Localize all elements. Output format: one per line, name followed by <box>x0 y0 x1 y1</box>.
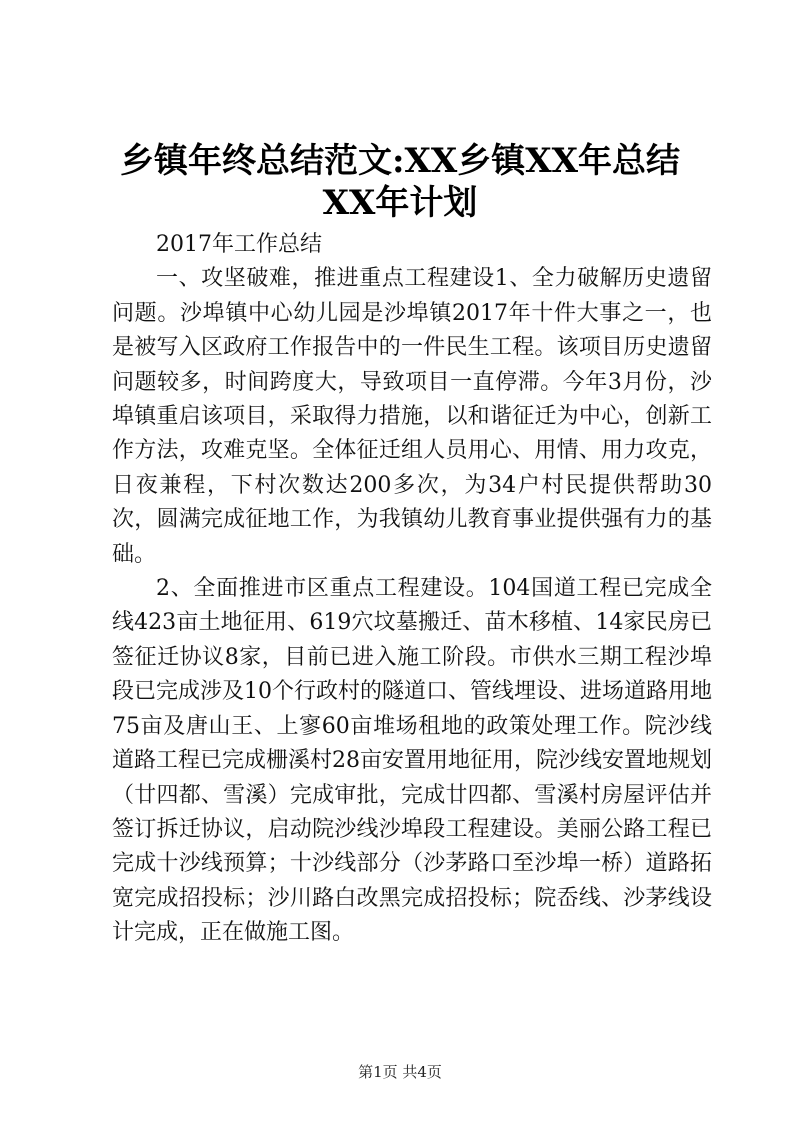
paragraph-item-2: 2、全面推进市区重点工程建设。104国道工程已完成全线423亩土地征用、619穴坟墓搬迁、苗木移植、14家民房已签征迁协议8家，目前已进入施工阶段。市供水三期工程沙埠段已完成涉及10个行政村的隧道口、管线埋设、进场道路用地75亩及唐山王、上寥60亩堆场租地的政策处理工作。院沙线道路工程已完成栅溪村28亩安置用地征用，院沙线安置地规划（廿四都、雪溪）完成审批，完成廿四都、雪溪村房屋评估并签订拆迁协议，启动院沙线沙埠段工程建设。美丽公路工程已完成十沙线预算；十沙线部分（沙茅路口至沙埠一桥）道路拓宽完成招投标；沙川路白改黑完成招投标；院岙线、沙茅线设计完成，正在做施工图。 <box>112 576 712 946</box>
paragraph-section-heading: 2017年工作总结 <box>156 232 322 257</box>
paragraph-item-1: 一、攻坚破难，推进重点工程建设1、全力破解历史遗留问题。沙埠镇中心幼儿园是沙埠镇2017年十件大事之一，也是被写入区政府工作报告中的一件民生工程。该项目历史遗留问题较多，时间跨度大，导致项目一直停滞。今年3月份，沙埠镇重启该项目，采取得力措施，以和谐征迁为中心，创新工作方法，攻难克坚。全体征迁组人员用心、用情、用力攻克，日夜兼程，下村次数达200多次，为34户村民提供帮助30次，圆满完成征地工作，为我镇幼儿教育事业提供强有力的基础。 <box>112 266 712 567</box>
page-number-footer: 第1页 共4页 <box>358 1063 442 1081</box>
document-body <box>112 228 712 951</box>
document-title: 乡镇年终总结范文:XX乡镇XX年总结XX年计划 <box>119 141 681 223</box>
